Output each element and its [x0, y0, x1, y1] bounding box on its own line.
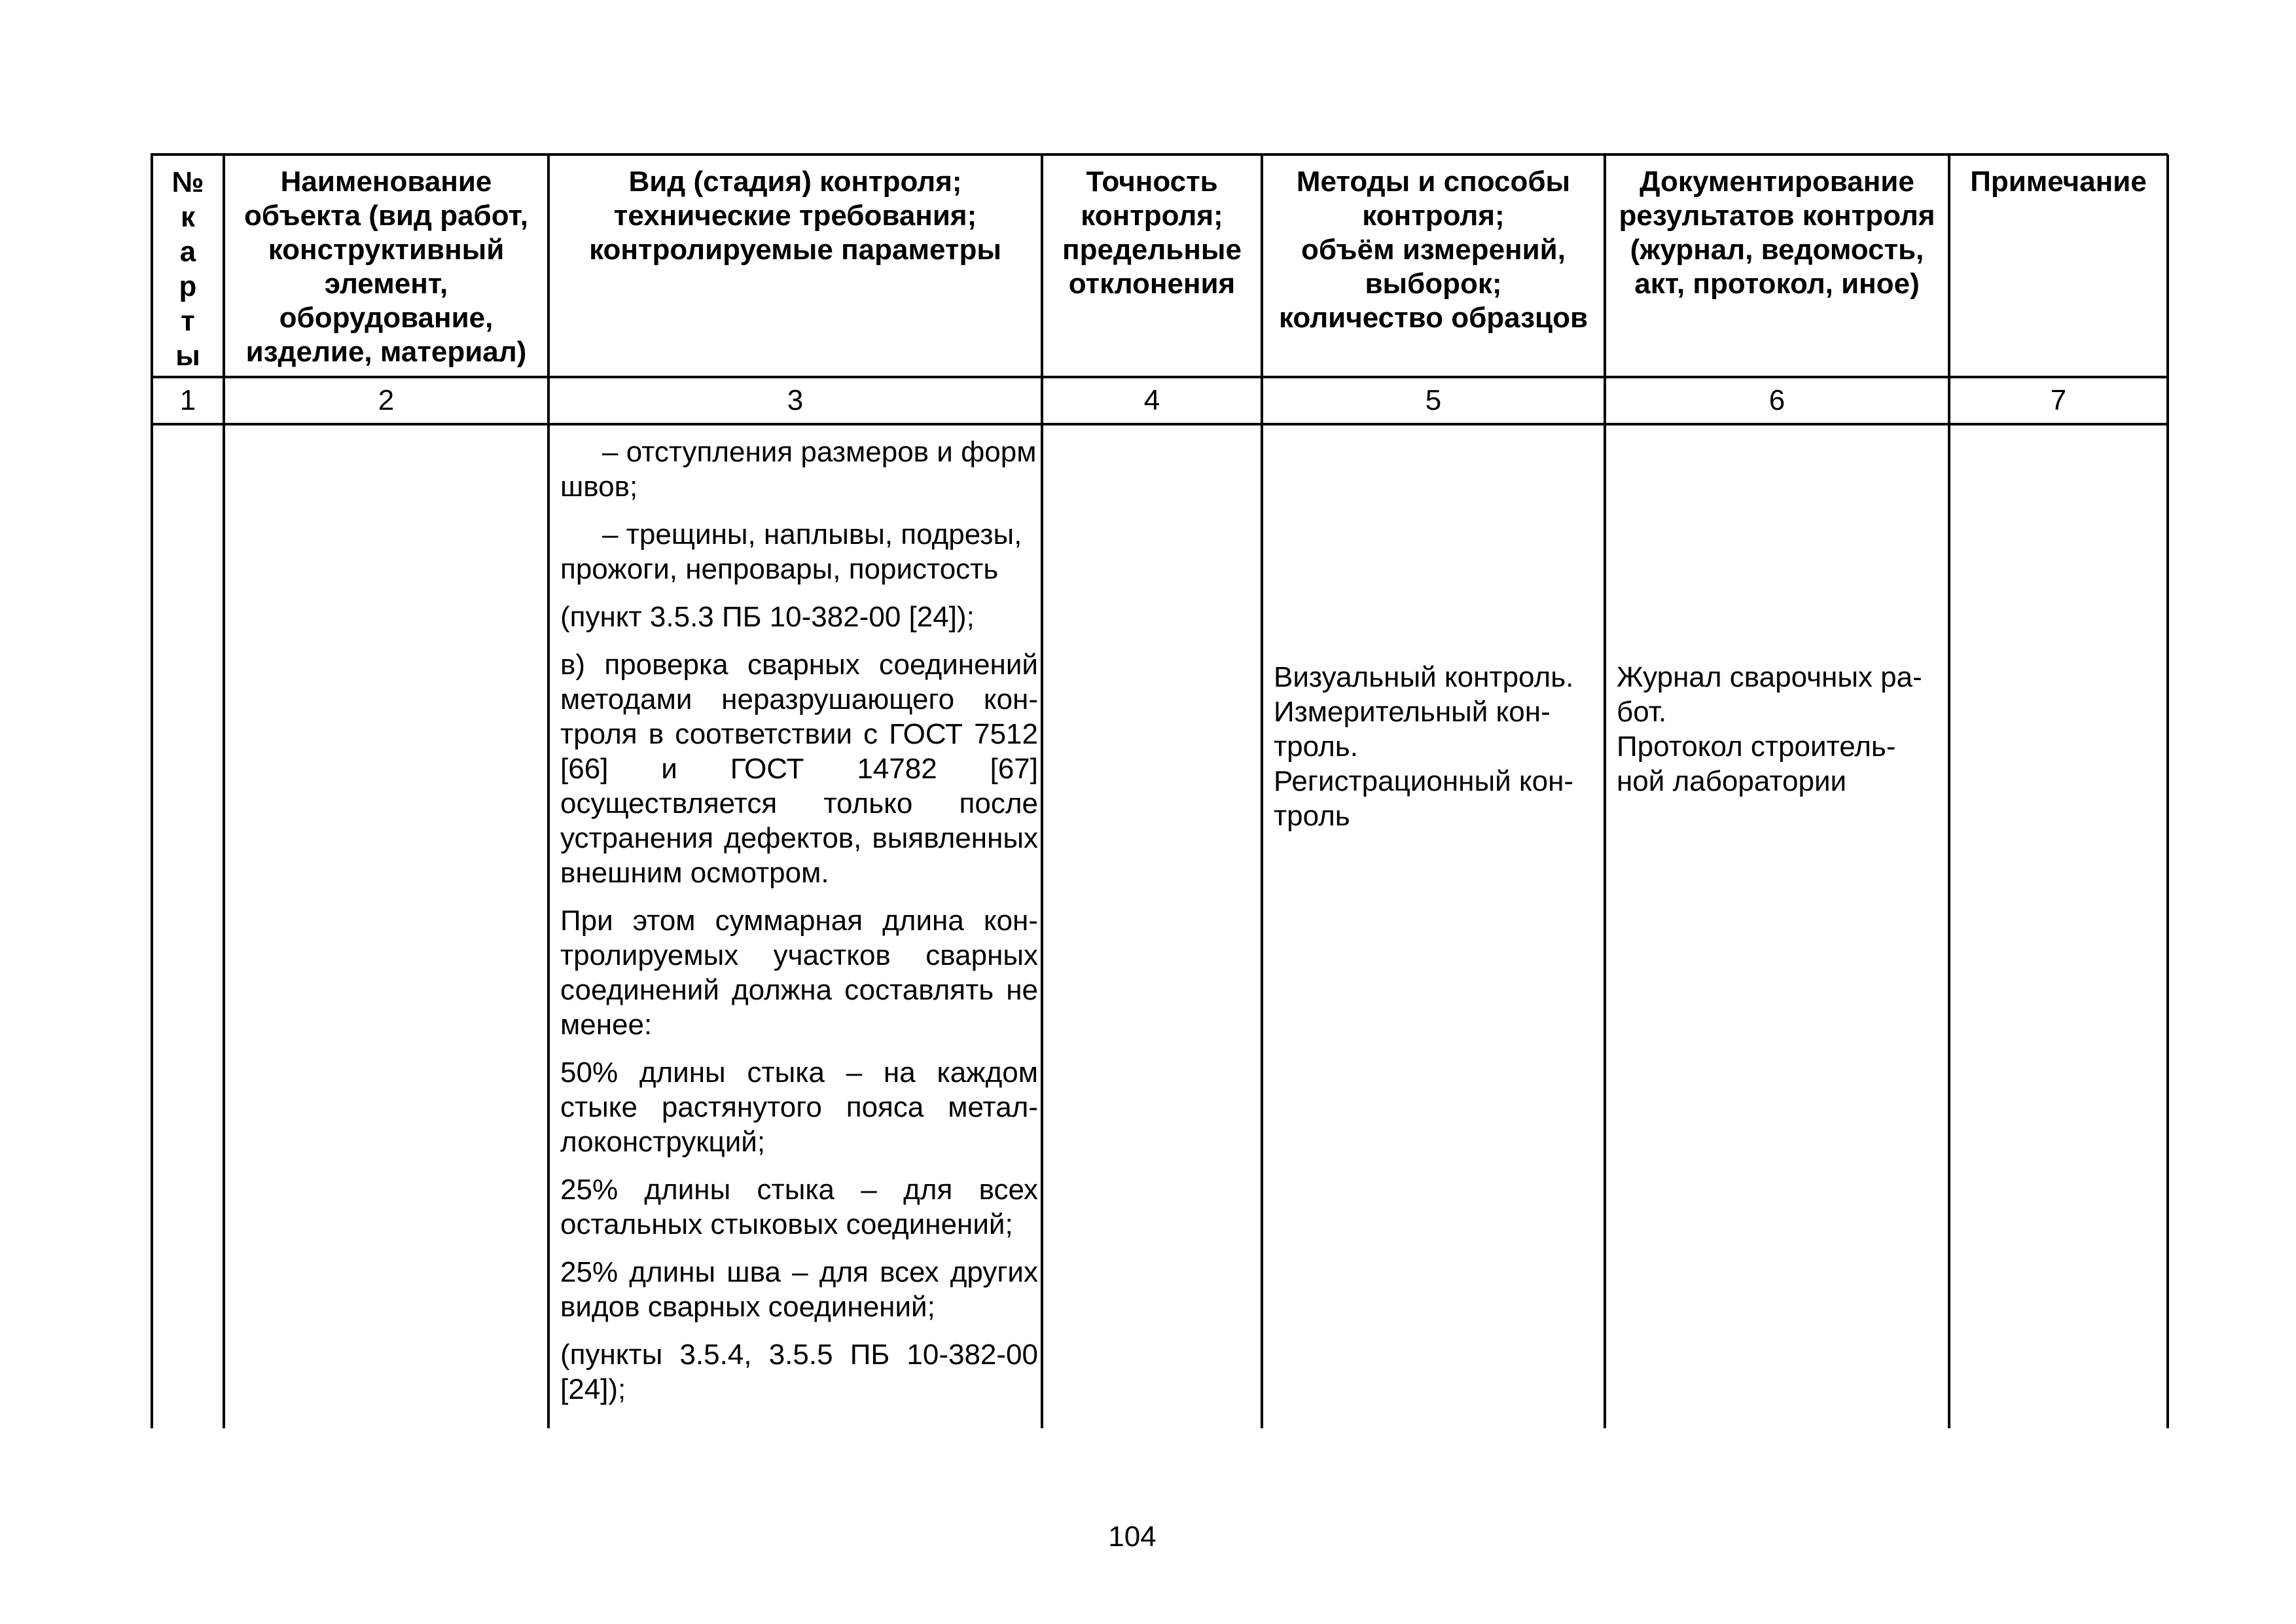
col-border-right — [2166, 154, 2169, 1428]
column-number-7: 7 — [2050, 384, 2067, 416]
header-control-type: Вид (стадия) контроля; технические требования; контролируемые параметры — [589, 166, 1001, 266]
method-line-3: троль. — [1274, 731, 1358, 763]
col-border-2-3 — [547, 154, 550, 1428]
header-object-name: Наименование объекта (вид работ, конструктивный элемент, оборудование, изделие, материал) — [244, 166, 528, 368]
documentation-line-1: Журнал сварочных ра- — [1617, 661, 1922, 693]
method-line-2: Измерительный кон- — [1274, 696, 1551, 728]
methods-cell — [1274, 660, 1601, 833]
column-number-5: 5 — [1425, 384, 1442, 416]
paragraph-50-percent: 50% длины стыка – на каждом стыке растянутого пояса металлоконструкций; — [560, 1056, 1038, 1158]
paragraph-weld-defects: – трещины, наплывы, подрезы, прожоги, непровары, пористость — [560, 518, 1022, 585]
paragraph-size-deviations: – отступления размеров и форм швов; — [560, 436, 1037, 503]
paragraph-reference-353: (пункт 3.5.3 ПБ 10-382-00 [24]); — [560, 601, 975, 633]
column-number-2: 2 — [378, 384, 395, 416]
header-card-number: № к а р т ы — [171, 166, 204, 372]
col-border-4-5 — [1261, 154, 1263, 1428]
paragraph-25-percent-butt: 25% длины стыка – для всех остальных стыковых соединений; — [560, 1174, 1038, 1240]
header-accuracy: Точность контроля; предельные отклонения — [1062, 166, 1242, 300]
documentation-line-4: ной лаборатории — [1617, 765, 1847, 797]
documentation-line-2: бот. — [1617, 696, 1667, 728]
number-row-bottom-border — [151, 423, 2168, 425]
header-note: Примечание — [1970, 166, 2147, 198]
paragraph-reference-354-355: (пункты 3.5.4, 3.5.5 ПБ 10-382-00 [24]); — [560, 1339, 1038, 1405]
header-methods: Методы и способы контроля; объём измерений, выборок; количество образцов — [1278, 166, 1588, 334]
column-number-6: 6 — [1768, 384, 1785, 416]
column-number-4: 4 — [1143, 384, 1160, 416]
paragraph-total-length: При этом суммарная длина контролируемых участков сварных соединений должна составлять не менее: — [560, 905, 1038, 1041]
paragraph-25-percent-seam: 25% длины шва – для всех других видов сварных соединений; — [560, 1256, 1038, 1323]
page-number: 104 — [1108, 1521, 1157, 1553]
col-border-6-7 — [1948, 154, 1950, 1428]
documentation-line-3: Протокол строитель- — [1617, 731, 1896, 763]
method-line-1: Визуальный контроль. — [1274, 661, 1574, 693]
method-line-5: троль — [1274, 800, 1350, 832]
header-documentation: Документирование результатов контроля (журнал, ведомость, акт, протокол, иное) — [1619, 166, 1935, 300]
header-bottom-border — [151, 376, 2168, 378]
col-border-3-4 — [1041, 154, 1043, 1428]
column-number-1: 1 — [179, 384, 196, 416]
control-requirements-cell — [560, 435, 1038, 1420]
paragraph-ndt-inspection: в) проверка сварных соединений методами неразрушающего контроля в соответствии с ГОСТ 7512 [66] и ГОСТ 14782 [67] осуществляется только после устранения дефектов, выявленных внешним осмотром. — [560, 649, 1038, 889]
col-border-5-6 — [1604, 154, 1606, 1428]
method-line-4: Регистрационный кон- — [1274, 765, 1574, 797]
table-top-border — [151, 153, 2168, 156]
documentation-cell — [1617, 660, 1944, 799]
column-number-3: 3 — [787, 384, 804, 416]
